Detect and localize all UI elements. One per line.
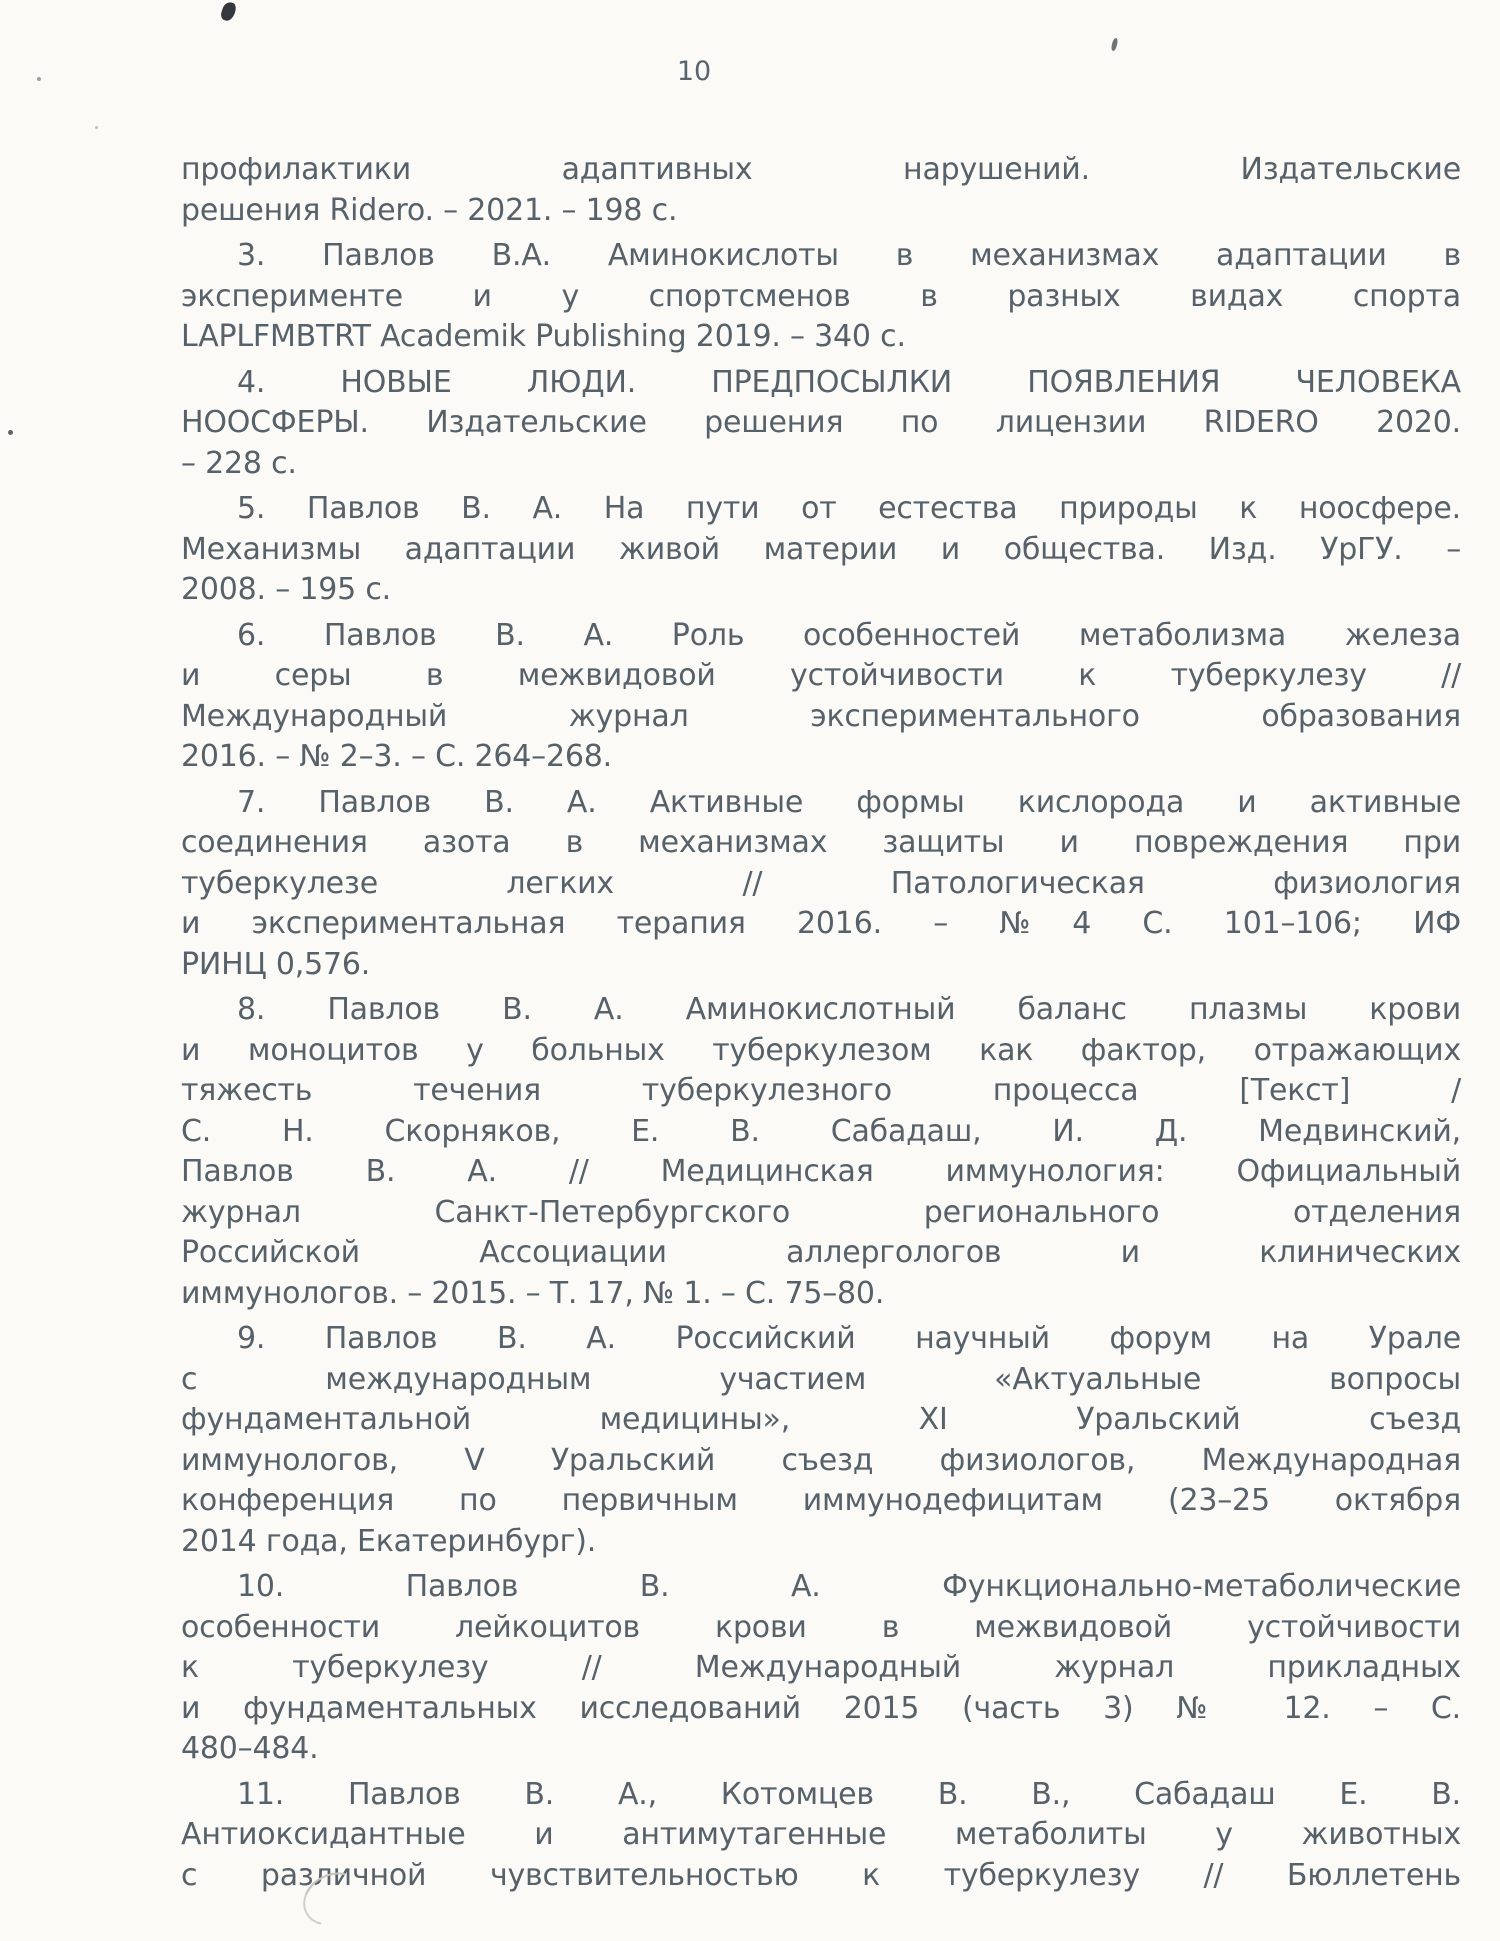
bib-entry bbox=[181, 990, 1461, 1314]
bib-line: журнал Санкт-Петербургского регионального отделения bbox=[181, 1194, 1461, 1230]
bibliography-list bbox=[181, 150, 1461, 1896]
bib-line: к туберкулезу // Международный журнал прикладных bbox=[181, 1650, 1461, 1685]
bib-entry bbox=[181, 1775, 1461, 1897]
bib-line: LAPLFMBTRT Academik Publishing 2019. – 340 с. bbox=[181, 319, 906, 354]
bib-entry bbox=[181, 1319, 1461, 1562]
bib-entry bbox=[181, 783, 1461, 986]
scan-speck bbox=[95, 126, 98, 129]
bib-line: 6. Павлов В. А. Роль особенностей метаболизма железа bbox=[237, 617, 1461, 653]
bib-line: и экспериментальная терапия 2016. – №4 С. 101–106; ИФ bbox=[181, 906, 1461, 941]
bib-entry bbox=[181, 236, 1461, 358]
bib-line: РИНЦ 0,576. bbox=[181, 946, 371, 982]
bib-line: 4. НОВЫЕ ЛЮДИ. ПРЕДПОСЫЛКИ ПОЯВЛЕНИЯ ЧЕЛОВЕКА bbox=[237, 364, 1461, 400]
bib-line: 9. Павлов В. А. Российский научный форум на Урале bbox=[237, 1321, 1461, 1356]
scan-speck bbox=[1111, 38, 1119, 52]
bib-line: 2008. – 195 с. bbox=[181, 572, 391, 607]
bib-line: – 228 с. bbox=[181, 445, 297, 481]
bib-line: 2016. – № 2–3. – С. 264–268. bbox=[181, 739, 612, 774]
bib-line: 8. Павлов В. А. Аминокислотный баланс плазмы крови bbox=[237, 992, 1461, 1027]
bib-line: конференция по первичным иммунодефицитам (23–25 октября bbox=[181, 1483, 1461, 1518]
bib-line: эксперименте и у спортсменов в разных видах спорта bbox=[181, 278, 1461, 314]
bib-line: Механизмы адаптации живой материи и общества. Изд. УрГУ. – bbox=[181, 531, 1461, 567]
bib-line: Российской Ассоциации аллергологов и клинических bbox=[181, 1235, 1461, 1270]
bib-line: с международным участием «Актуальные вопросы bbox=[181, 1361, 1461, 1397]
bib-line: НООСФЕРЫ. Издательские решения по лицензии RIDERO 2020. bbox=[181, 405, 1461, 440]
bib-line: и серы в межвидовой устойчивости к туберкулезу // bbox=[181, 658, 1461, 693]
bib-line: и моноцитов у больных туберкулезом как фактор, отражающих bbox=[181, 1032, 1461, 1068]
bib-line: туберкулезе легких // Патологическая физиология bbox=[181, 865, 1461, 901]
bib-line: фундаментальной медицины», XI Уральский съезд bbox=[181, 1402, 1461, 1437]
bib-line: особенности лейкоцитов крови в межвидовой устойчивости bbox=[181, 1609, 1461, 1645]
bib-line: 3. Павлов В.А. Аминокислоты в механизмах адаптации в bbox=[237, 238, 1461, 273]
bib-line: 5. Павлов В. А. На пути от естества природы к ноосфере. bbox=[237, 491, 1461, 526]
bib-line: с различной чувствительностью к туберкулезу // Бюллетень bbox=[181, 1857, 1461, 1893]
bib-line: Международный журнал экспериментального образования bbox=[181, 698, 1461, 734]
bib-line: тяжесть течения туберкулезного процесса [Текст] / bbox=[181, 1073, 1461, 1108]
bib-line: С. Н. Скорняков, Е. В. Сабадаш, И. Д. Медвинский, bbox=[181, 1113, 1461, 1149]
bib-line: 480–484. bbox=[181, 1731, 319, 1766]
bib-line: иммунологов. – 2015. – Т. 17, № 1. – С. 75–80. bbox=[181, 1275, 885, 1311]
bib-line: 10. Павлов В. А. Функционально-метаболические bbox=[237, 1569, 1461, 1604]
bib-line: 2014 года, Екатеринбург). bbox=[181, 1523, 597, 1559]
scan-speck bbox=[8, 430, 13, 435]
bib-entry bbox=[181, 1567, 1461, 1770]
bib-line: иммунологов, V Уральский съезд физиологов, Международная bbox=[181, 1442, 1461, 1478]
scan-speck bbox=[219, 0, 237, 22]
bib-entry-continuation bbox=[181, 150, 1461, 231]
bib-entry bbox=[181, 616, 1461, 778]
bib-line: 11. Павлов В. А., Котомцев В. В., Сабадаш Е. В. bbox=[237, 1776, 1461, 1812]
bib-line: соединения азота в механизмах защиты и повреждения при bbox=[181, 825, 1461, 860]
bib-line: Павлов В. А. // Медицинская иммунология: Официальный bbox=[181, 1154, 1461, 1189]
bib-line: Антиоксидантные и антимутагенные метаболиты у животных bbox=[181, 1817, 1461, 1852]
bib-line: 7. Павлов В. А. Активные формы кислорода и активные bbox=[237, 784, 1461, 820]
bib-line: решения Ridero. – 2021. – 198 с. bbox=[181, 192, 678, 228]
bib-entry bbox=[181, 363, 1461, 485]
bib-entry bbox=[181, 489, 1461, 611]
bib-line: профилактики адаптивных нарушений. Издательские bbox=[181, 152, 1461, 187]
page-number: 10 bbox=[676, 56, 712, 87]
bib-line: и фундаментальных исследований 2015 (часть 3) № 12. – С. bbox=[181, 1690, 1461, 1726]
